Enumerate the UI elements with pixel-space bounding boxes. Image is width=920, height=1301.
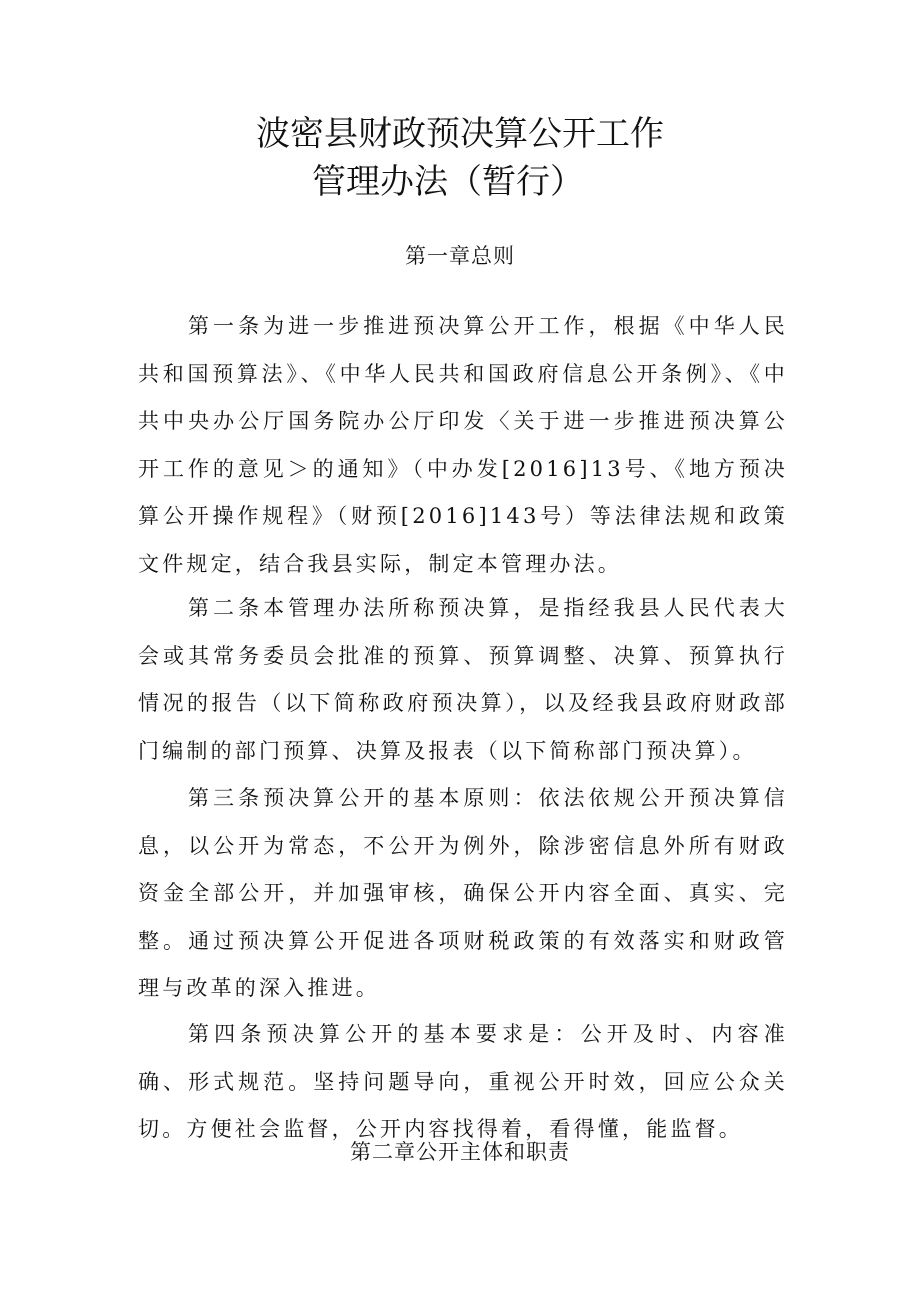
document-title-line-1: 波密县财政预决算公开工作	[256, 114, 664, 154]
article-2-paragraph: 第二条本管理办法所称预决算，是指经我县人民代表大会或其常务委员会批准的预算、预算调整、决算、预算执行情况的报告（以下简称政府预决算），以及经我县政府财政部门编制的部门预算、决算及报表（以下简称部门预决算）。	[138, 596, 788, 763]
chapter-heading-subjects-duties: 第二章公开主体和职责	[350, 1140, 570, 1164]
chapter-heading-general: 第一章总则	[405, 244, 515, 268]
article-4-paragraph: 第四条预决算公开的基本要求是：公开及时、内容准确、形式规范。坚持问题导向，重视公开时效，回应公众关切。方便社会监督，公开内容找得着，看得懂，能监督。	[138, 1022, 788, 1141]
article-3-paragraph: 第三条预决算公开的基本原则：依法依规公开预决算信息，以公开为常态，不公开为例外，除涉密信息外所有财政资金全部公开，并加强审核，确保公开内容全面、真实、完整。通过预决算公开促进各项财税政策的有效落实和财政管理与改革的深入推进。	[138, 786, 788, 1000]
article-1-paragraph: 第一条为进一步推进预决算公开工作，根据《中华人民共和国预算法》、《中华人民共和国政府信息公开条例》、《中共中央办公厅国务院办公厅印发〈关于进一步推进预决算公开工作的意见＞的通知》（中办发[2016]13号、《地方预决算公开操作规程》（财预[2016]143号）等法律法规和政策文件规定，结合我县实际，制定本管理办法。	[138, 314, 788, 576]
document-title-line-2: 管理办法（暂行）	[312, 162, 584, 202]
